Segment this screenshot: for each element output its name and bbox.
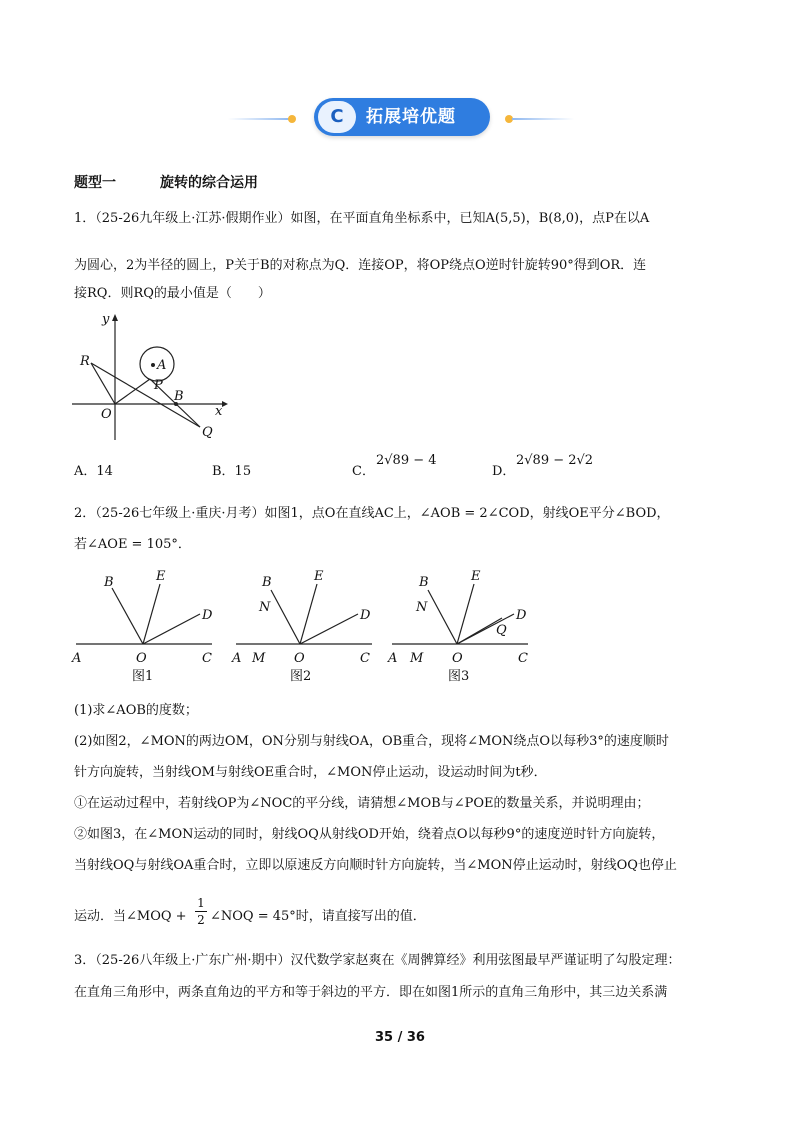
fig2-label-m: M [252,651,266,666]
q2-sub2-line1: ②如图3，在∠MON运动的同时，射线OQ从射线OD开始，绕着点O以每秒9°的速度逆时针方向旋转， [74,827,665,842]
fig3-label-m: M [410,651,424,666]
label-p: P [154,378,163,393]
fig1-ray-od [143,614,200,644]
fig3-caption: 图3 [448,669,470,684]
q3-line1: 3．（25-26八年级上·广东广州·期中）汉代数学家赵爽在《周髀算经》利用弦图最早严谨证明了勾股定理： [74,953,681,968]
q1-option-d-expr: 2√89 − 2√2 [516,453,594,468]
fig1-label-e: E [156,569,166,584]
fraction-bar [195,911,207,912]
segment-op [115,379,150,404]
q2-part1: (1)求∠AOB的度数； [74,703,198,718]
q1-option-c-prefix: C． [352,464,375,479]
fraction [195,896,207,927]
label-y: y [102,312,110,327]
x-axis-arrow [222,401,228,407]
segment-or [91,363,115,404]
q2-sub1: ①在运动过程中，若射线OP为∠NOC的平分线，请猜想∠MOB与∠POE的数量关系，并说明理由； [74,796,650,811]
label-r: R [80,354,90,369]
fig3-label-a: A [388,651,398,666]
q2-part2-line1: (2)如图2，∠MON的两边OM，ON分别与射线OA，OB重合，现将∠MON绕点O以每秒3°的速度顺时 [74,734,669,749]
fig2-caption: 图2 [290,669,312,684]
section-label: 题型一 [74,175,116,191]
q1-line2: 为圆心，2为半径的圆上，P关于B的对称点为Q．连接OP，将OP绕点O逆时针旋转90°得到OR．连 [74,258,647,273]
fig3-label-q: Q [496,623,507,638]
label-o: O [101,407,112,422]
banner-letter: C [318,101,356,133]
q1-line1: 1．（25-26九年级上·江苏·假期作业）如图，在平面直角坐标系中，已知A(5,5)，B(8,0)，点P在以A [74,211,650,226]
q1-option-c-expr: 2√89 − 4 [376,453,437,468]
q1-option-d-prefix: D． [492,464,516,479]
fig1-caption: 图1 [132,669,154,684]
fig2-ray-oe [300,584,317,644]
page-number: 35 / 36 [375,1030,425,1045]
fig2-ray-ob [271,590,300,644]
fraction-numerator: 1 [197,896,205,910]
fig2-label-c: C [360,651,370,666]
banner-title: 拓展培优题 [366,107,456,127]
banner-left-dot [288,115,296,123]
fig3-label-d: D [516,608,527,623]
fig1-ray-ob [112,588,143,644]
banner-right-line [512,118,574,120]
q2-sub2-line3-suffix: ∠NOQ = 45°时，请直接写出的值． [210,909,426,924]
y-axis-arrow [112,314,118,321]
q2-sub2-line3-prefix: 运动．当∠MOQ + [74,909,187,924]
q2-part2-line2: 针方向旋转，当射线OM与射线OE重合时，∠MON停止运动，设运动时间为t秒． [74,765,547,780]
label-x: x [215,404,223,419]
q1-option-a: A．14 [74,464,113,479]
q1-option-b: B．15 [212,464,252,479]
q2-line1: 2．（25-26七年级上·重庆·月考）如图1，点O在直线AC上，∠AOB = 2∠COD，射线OE平分∠BOD， [74,506,670,521]
q1-line3: 接RQ．则RQ的最小值是（ ） [74,286,271,301]
q2-line2: 若∠AOE = 105°． [74,537,191,552]
fig2-label-b: B [262,575,272,590]
fig1-label-a: A [72,651,82,666]
fig3-label-n: N [416,600,428,615]
fig2-label-e: E [314,569,324,584]
fig3-label-b: B [419,575,429,590]
fig3-ray-ob [428,590,457,644]
label-a: A [157,358,167,373]
fraction-denominator: 2 [197,913,205,927]
label-q: Q [202,425,213,440]
point-a-dot [151,363,155,367]
fig2-ray-od [300,614,358,644]
fig1-ray-oe [143,584,160,644]
q2-figures [66,562,546,692]
fig3-label-o: O [452,651,463,666]
fig2-label-d: D [360,608,371,623]
fig3-label-c: C [518,651,528,666]
fig1-label-c: C [202,651,212,666]
fig1-label-d: D [202,608,213,623]
section-title: 旋转的综合运用 [160,175,258,191]
q2-sub2-line2: 当射线OQ与射线OA重合时，立即以原速反方向顺时针方向旋转，当∠MON停止运动时，射线OQ也停止 [74,858,677,873]
fig2-label-o: O [294,651,305,666]
fig2-label-a: A [232,651,242,666]
fig1-label-o: O [136,651,147,666]
banner-left-line [228,118,290,120]
label-b: B [174,389,184,404]
q1-figure [60,305,240,450]
fig2-label-n: N [259,600,271,615]
fig3-label-e: E [471,569,481,584]
fig1-label-b: B [104,575,114,590]
q3-line2: 在直角三角形中，两条直角边的平方和等于斜边的平方．即在如图1所示的直角三角形中，其三边关系满 [74,985,668,1000]
